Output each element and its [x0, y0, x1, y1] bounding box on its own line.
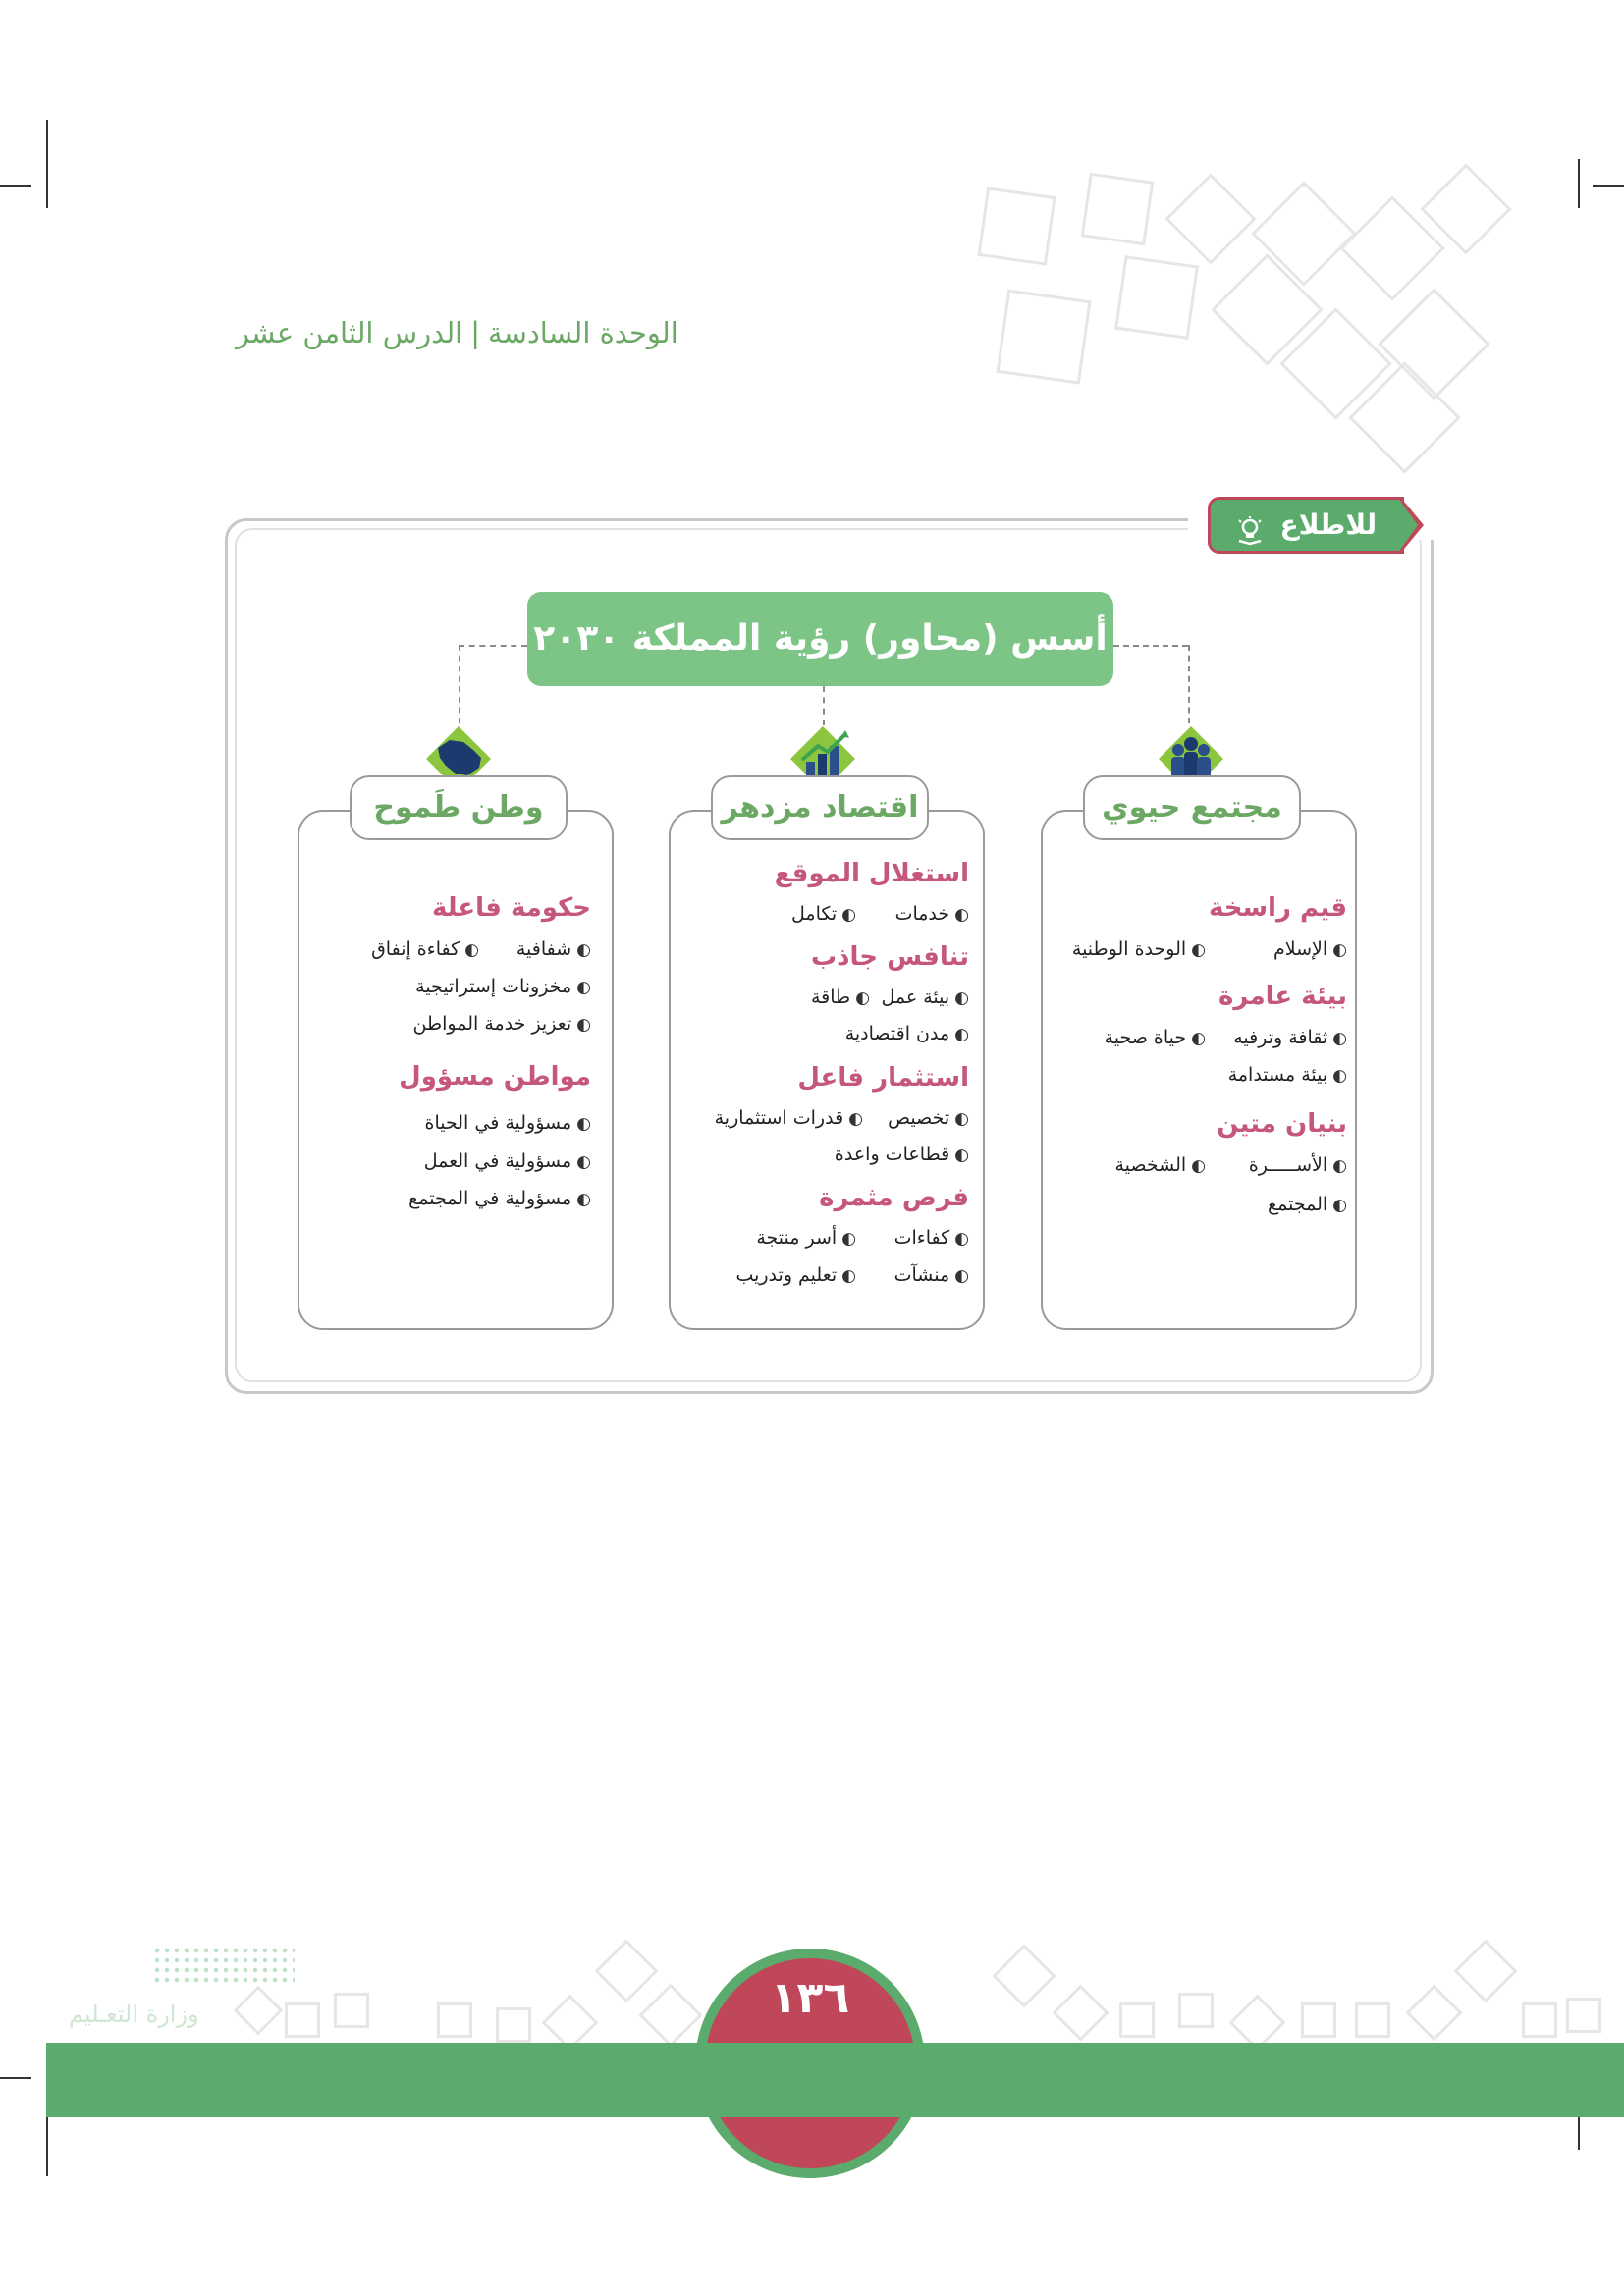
crop-mark: [0, 2077, 31, 2079]
connector-line: [459, 645, 460, 723]
list-item: ◐ مسؤولية في العمل: [424, 1150, 591, 1172]
section-heading: فرص مثمرة: [819, 1183, 969, 1212]
section-heading: حكومة فاعلة: [431, 893, 591, 923]
list-item: ◐ مسؤولية في المجتمع: [408, 1188, 591, 1209]
section-heading: بيئة عامرة: [1218, 982, 1347, 1011]
lesson-label: الدرس الثامن عشر: [236, 316, 463, 349]
section-heading: مواطن مسؤول: [399, 1062, 591, 1092]
list-item: ◐ قطاعات واعدة: [835, 1144, 969, 1165]
list-item: ◐ تعليم وتدريب: [735, 1264, 856, 1286]
list-item: ◐ كفاءة إنفاق: [371, 938, 479, 960]
list-item: ◐ الشخصية: [1114, 1154, 1206, 1176]
list-item: ◐ أسر منتجة: [756, 1227, 856, 1249]
list-item: ◐ خدمات: [895, 903, 969, 925]
list-item: ◐ منشآت: [894, 1264, 969, 1286]
list-item: ◐ تخصيص: [888, 1107, 969, 1129]
list-item: ◐ ثقافة وترفيه: [1233, 1027, 1347, 1048]
section-heading: تنافس جاذب: [811, 942, 969, 972]
ministry-watermark: وزارة التعـليم: [69, 2001, 199, 2028]
list-item: ◐ قدرات استثمارية: [715, 1107, 863, 1129]
crop-mark: [46, 120, 48, 208]
section-heading: قيم راسخة: [1208, 893, 1347, 923]
header-separator: |: [470, 316, 481, 349]
footer-band-cover: [687, 2043, 943, 2117]
section-heading: بنيان متين: [1217, 1109, 1347, 1139]
list-item: ◐ بيئة عمل: [881, 987, 969, 1008]
crop-mark: [46, 2117, 48, 2176]
list-item: ◐ حياة صحية: [1105, 1027, 1206, 1048]
list-item: ◐ مدن اقتصادية: [845, 1023, 969, 1044]
list-item: ◐ المجتمع: [1268, 1194, 1347, 1215]
list-item: ◐ كفاءات: [894, 1227, 969, 1249]
connector-line: [1113, 645, 1188, 647]
crop-mark: [0, 185, 31, 187]
unit-label: الوحدة السادسة: [488, 316, 678, 349]
lightbulb-book-icon: [1235, 511, 1265, 541]
connector-line: [823, 686, 825, 725]
column-title-vibrant-society: مجتمع حيوي: [1083, 775, 1301, 840]
column-title-ambitious-nation: وطن طَموح: [350, 775, 568, 840]
list-item: ◐ مخزونات إستراتيجية: [415, 976, 591, 997]
list-item: ◐ تعزيز خدمة المواطن: [413, 1013, 591, 1035]
diagram-title: أسس (محاور) رؤية المملكة ٢٠٣٠: [527, 592, 1113, 686]
list-item: ◐ تكامل: [791, 903, 856, 925]
crop-mark: [1578, 159, 1580, 208]
badge-label: للاطلاع: [1279, 508, 1378, 541]
crop-mark: [1593, 185, 1624, 187]
list-item: ◐ مسؤولية في الحياة: [425, 1112, 591, 1134]
list-item: ◐ الإسلام: [1273, 938, 1347, 960]
list-item: ◐ بيئة مستدامة: [1228, 1064, 1347, 1086]
section-heading: استغلال الموقع: [774, 859, 969, 888]
connector-line: [1188, 645, 1190, 723]
unit-lesson-header: [236, 316, 687, 349]
list-item: ◐ شفافية: [516, 938, 591, 960]
list-item: ◐ طاقة: [811, 987, 870, 1008]
column-title-thriving-economy: اقتصاد مزدهر: [711, 775, 929, 840]
connector-line: [459, 645, 527, 647]
ministry-logo-dots: [152, 1946, 295, 1985]
page-number: ١٣٦: [770, 1973, 850, 2023]
list-item: ◐ الوحدة الوطنية: [1072, 938, 1206, 960]
section-heading: استثمار فاعل: [797, 1063, 969, 1093]
list-item: ◐ الأســـــرة: [1249, 1154, 1347, 1176]
for-reference-badge: [1208, 497, 1419, 554]
